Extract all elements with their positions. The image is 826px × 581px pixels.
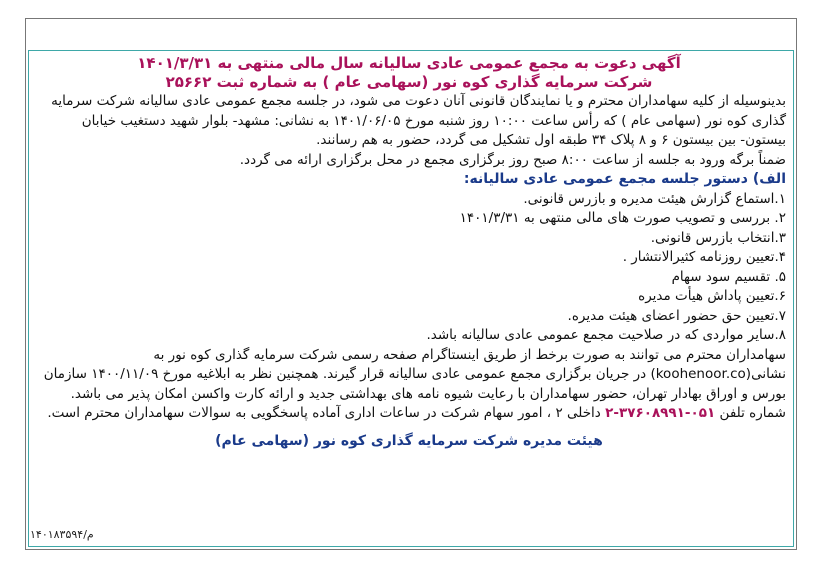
agenda-item: ۴.تعیین روزنامه کثیرالانتشار .	[622, 249, 786, 265]
agenda-item: ۸.سایر مواردی که در صلاحیت مجمع عمومی عادی سالیانه باشد.	[426, 327, 786, 343]
agenda-item: ۵. تقسیم سود سهام	[671, 268, 786, 285]
company-title: شرکت سرمایه گذاری کوه نور (سهامی عام ) به شماره ثبت ۲۵۶۶۲	[165, 73, 653, 91]
agenda-item: ۱.استماع گزارش هیئت مدیره و بازرس قانونی.	[523, 190, 786, 207]
agenda-list	[32, 190, 786, 346]
board-signature: هیئت مدیره شرکت سرمایه گذاری کوه نور (سهامی عام)	[215, 432, 603, 449]
phone-suffix: داخلی ۲ ، امور سهام شرکت در ساعات اداری آماده پاسخگویی به سوالات سهامداران محترم است.	[47, 405, 601, 421]
phone-prefix: شماره تلفن	[719, 405, 786, 421]
agenda-item: ۷.تعیین حق حضور اعضای هیئت مدیره.	[567, 307, 786, 324]
contact-paragraph	[32, 404, 786, 424]
agenda-heading: الف) دستور جلسه مجمع عمومی عادی سالیانه:	[463, 171, 786, 187]
entry-note: ضمناً برگه ورود به جلسه از ساعت ۸:۰۰ صبح روز برگزاری مجمع در محل برگزاری ارائه می گردد.	[239, 151, 786, 168]
notice-title: آگهی دعوت به مجمع عمومی عادی سالیانه سال مالی منتهی به ۱۴۰۱/۳/۳۱	[137, 54, 681, 72]
online-note: سهامداران محترم می توانند به صورت برخط از طریق اینستاگرام صفحه رسمی شرکت سرمایه گذاری کوه نور به نشانی(koohenoor.co) در جریان برگزاری مجمع عمومی عادی سالیانه قرار گیرند. همچنین نظر به ابلاغیه مورخ ۱۴۰۰/۱۱/۰۹ سازمان بورس و اوراق بهادار تهران، حضور سهامداران با رعایت شیوه نامه های بهداشتی جدید و ارائه کارت واکسن امکان پذیر می باشد.	[43, 346, 786, 402]
agenda-item: ۶.تعیین پاداش هیأت مدیره	[638, 288, 786, 304]
phone-number: ۰۵۱-۳۷۶۰۸۹۹۱-۲	[605, 405, 716, 421]
notice-content	[32, 54, 786, 451]
agenda-item: ۲. بررسی و تصویب صورت های مالی منتهی به ۱۴۰۱/۳/۳۱	[459, 210, 786, 226]
agenda-item: ۳.انتخاب بازرس قانونی.	[650, 229, 786, 246]
ad-code: م/۱۴۰۱۸۳۵۹۴	[30, 528, 94, 541]
intro-paragraph: بدینوسیله از کلیه سهامداران محترم و یا نمایندگان قانونی آنان دعوت می شود، در جلسه مجمع عمومی عادی سالیانه شرکت سرمایه گذاری کوه نور (سهامی عام ) که رأس ساعت ۱۰:۰۰ روز شنبه مورخ ۱۴۰۱/۰۶/۰۵ به نشانی: مشهد- بلوار شهید دستغیب خیابان بیستون- بین بیستون ۶ و ۸ پلاک ۳۴ طبقه اول تشکیل می گردد، حضور به هم رسانند.	[51, 93, 786, 148]
